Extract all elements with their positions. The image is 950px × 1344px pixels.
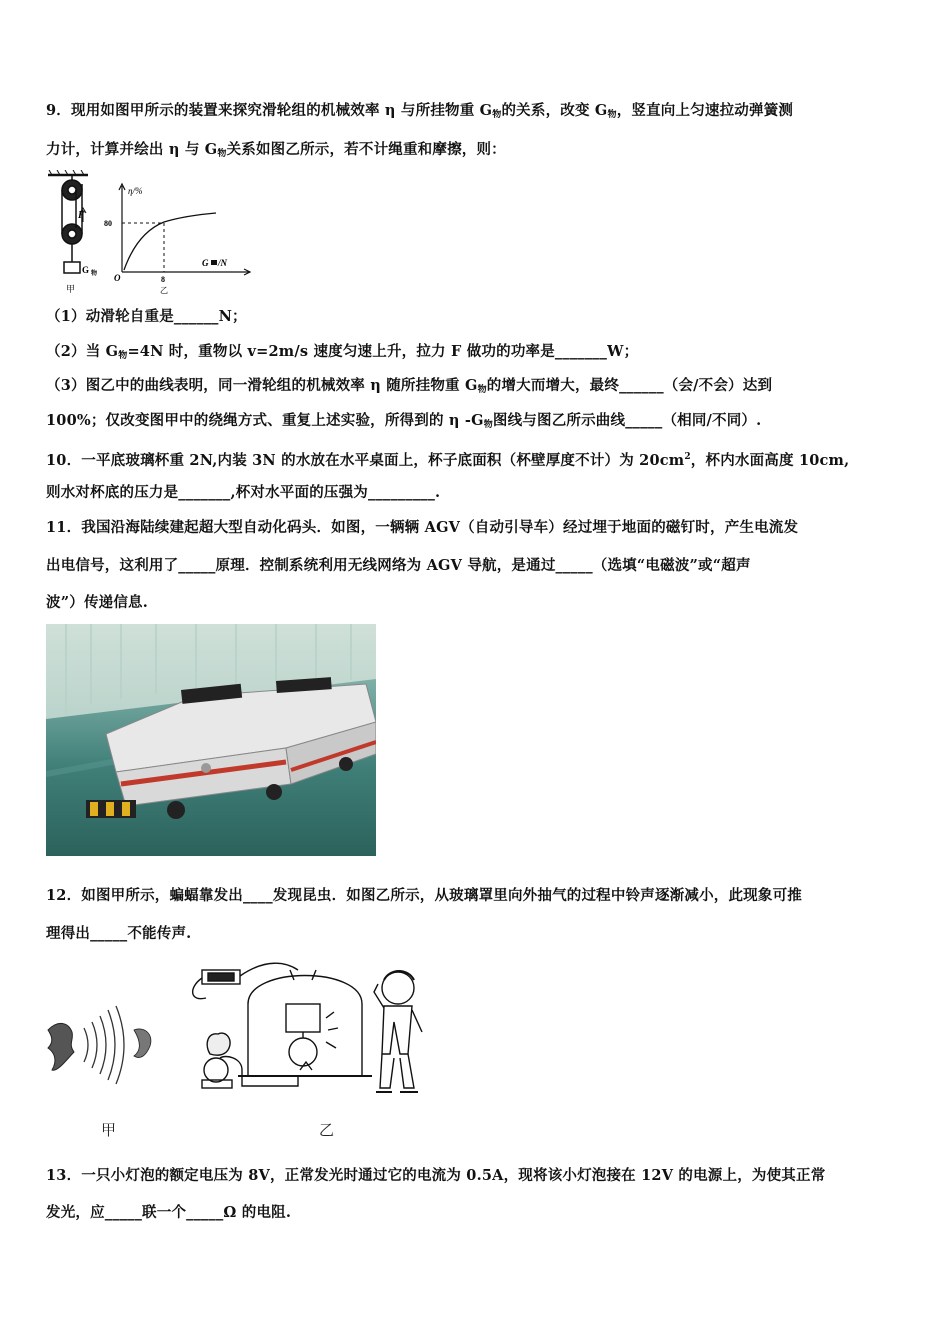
- q9-sub2-a: （2）当 G: [46, 343, 119, 360]
- yi-label: 乙: [160, 286, 168, 295]
- q9-sub-wu-5: 物: [477, 385, 487, 395]
- efficiency-graph: [119, 184, 250, 275]
- q9-line-2: [46, 140, 506, 164]
- q9-figure: [44, 170, 254, 298]
- sound-waves-icon: [84, 1006, 124, 1084]
- q9-sub3-b: 的增大而增大，最终______（会/不会）达到: [486, 377, 773, 394]
- boy-icon: [374, 971, 422, 1092]
- q9-sub-2: [46, 342, 638, 366]
- pulley-diagram: [48, 170, 88, 273]
- q13-line-2: 发光，应_____联一个_____Ω 的电阻.: [46, 1204, 292, 1221]
- bell-jar-figure: [186, 958, 436, 1108]
- q9-sub3-a: （3）图乙中的曲线表明，同一滑轮组的机械效率 η 随所挂物重 G: [46, 377, 478, 394]
- q12-jia-label: 甲: [101, 1121, 117, 1139]
- q10-line-1: [46, 447, 849, 471]
- q9-sub-3-line-1: [46, 376, 772, 400]
- q9-sub-1: （1）动滑轮自重是______N；: [46, 308, 247, 325]
- q9-sub-wu-3: 物: [217, 149, 227, 159]
- q9-line1-b: 的关系，改变 G: [501, 102, 608, 119]
- bat-figure: [44, 1000, 160, 1090]
- q12-line-1: 12．如图甲所示，蝙蝠靠发出____发现昆虫．如图乙所示，从玻璃罩里向外抽气的过程中铃声逐渐减小，此现象可推: [46, 887, 802, 904]
- glass-jar-icon: [248, 976, 362, 1077]
- insect-icon: [134, 1029, 151, 1058]
- pulley-f-label: F: [78, 210, 85, 221]
- pump-icon: [204, 1058, 228, 1082]
- q10-line1-b: ，杯内水面高度 10cm,: [690, 452, 850, 469]
- q9-sub-wu-6: 物: [483, 420, 493, 430]
- q9-line1-a: 9．现用如图甲所示的装置来探究滑轮组的机械效率 η 与所挂物重 G: [46, 102, 493, 119]
- q11-line-2: 出电信号，这利用了_____原理．控制系统利用无线网络为 AGV 导航，是通过_____（选填“电磁波”或“超声: [46, 557, 751, 574]
- q12-yi-label: 乙: [319, 1121, 335, 1139]
- g-axis-unit: /N: [218, 258, 227, 268]
- g-axis-sub-mark: [211, 260, 217, 265]
- q9-sub3-c: 100%；仅改变图甲中的绕绳方式、重复上述实验，所得到的 η -G: [46, 412, 484, 429]
- q11-line-3: 波”）传递信息.: [46, 594, 148, 611]
- y-tick-80: 80: [104, 219, 112, 228]
- q13-line-1: 13．一只小灯泡的额定电压为 8V，正常发光时通过它的电流为 0.5A，现将该小灯泡接在 12V 的电源上，为使其正常: [46, 1167, 826, 1184]
- q11-line-1: 11．我国沿海陆续建起超大型自动化码头．如图，一辆辆 AGV（自动引导车）经过埋于地面的磁钉时，产生电流发: [46, 519, 799, 536]
- q9-sub3-d: 图线与图乙所示曲线_____（相同/不同）.: [492, 412, 762, 429]
- g-axis-label: G: [202, 258, 209, 268]
- q9-sub-3-line-2: [46, 411, 761, 435]
- x-tick-8: 8: [161, 275, 165, 284]
- pulley-g-sub: 物: [91, 271, 98, 277]
- jia-label: 甲: [66, 285, 76, 295]
- q10-sup: 2: [684, 452, 691, 462]
- pulley-g-label: G: [82, 265, 90, 275]
- origin-label: O: [114, 273, 121, 283]
- q9-line2-b: 关系如图乙所示，若不计绳重和摩擦，则：: [226, 141, 506, 158]
- bat-icon: [48, 1023, 74, 1070]
- q12-line-2: 理得出_____不能传声.: [46, 925, 192, 942]
- q9-sub-wu-4: 物: [118, 351, 128, 361]
- q9-sub-wu-2: 物: [607, 110, 617, 120]
- bell-icon: [286, 1004, 320, 1032]
- q9-sub-wu-1: 物: [492, 110, 502, 120]
- q9-line-1: [46, 101, 793, 125]
- q9-line1-c: ，竖直向上匀速拉动弹簧测: [616, 102, 794, 119]
- q9-line2-a: 力计，计算并绘出 η 与 G: [46, 141, 218, 158]
- q10-line1-a: 10．一平底玻璃杯重 2N,内装 3N 的水放在水平桌面上，杯子底面积（杯壁厚度不计）为 20cm: [46, 452, 685, 469]
- agv-photo: [46, 624, 376, 856]
- q10-line-2: 则水对杯底的压力是_______,杯对水平面的压强为_________.: [46, 484, 441, 501]
- q9-sub2-b: =4N 时，重物以 v=2m/s 速度匀速上升，拉力 F 做功的功率是_______W；: [127, 343, 639, 360]
- eta-axis-label: η/%: [128, 186, 143, 196]
